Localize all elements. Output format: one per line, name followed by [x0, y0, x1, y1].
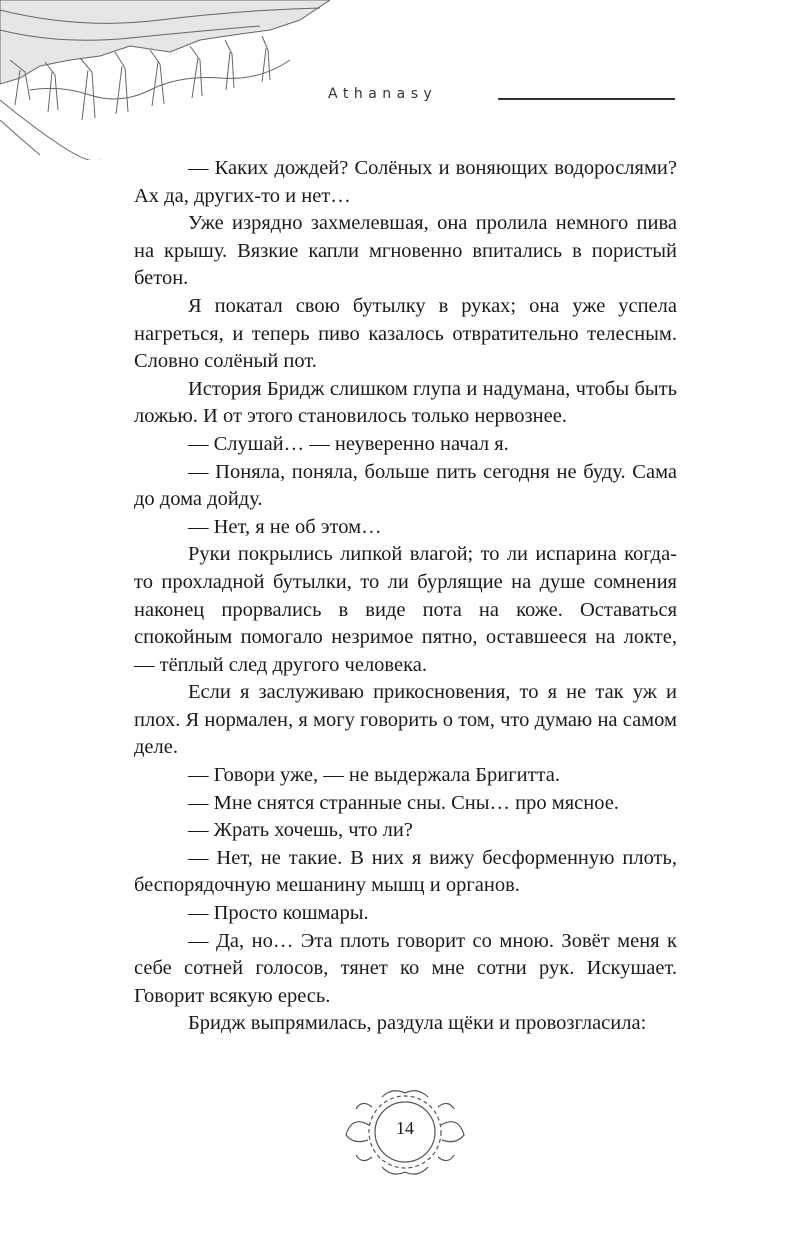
paragraph: — Говори уже, — не выдержала Бригитта. — [188, 764, 560, 787]
paragraph: — Да, но… Эта плоть говорит со мною. Зовёт меня к себе сотней голосов, тянет ко мне сотни рук. Искушает. Говорит всякую ересь. — [134, 929, 677, 1007]
paragraph: Уже изрядно захмелевшая, она пролила немного пива на крышу. Вязкие капли мгновенно впитались в пористый бетон. — [134, 212, 677, 290]
paragraph: — Просто кошмары. — [188, 902, 369, 925]
paragraph: История Бридж слишком глупа и надумана, чтобы быть ложью. И от этого становилось только нервознее. — [134, 377, 677, 428]
corner-illustration — [0, 0, 330, 160]
paragraph: — Нет, не такие. В них я вижу бесформенную плоть, беспорядочную мешанину мышц и органов. — [134, 846, 677, 897]
paragraph: — Каких дождей? Солёных и воняющих водорослями? Ах да, других-то и нет… — [134, 157, 677, 207]
paragraph: Бридж выпрямилась, раздула щёки и провозгласила: — [188, 1012, 647, 1035]
page-number: 14 — [396, 1118, 414, 1138]
paragraph: Руки покрылись липкой влагой; то ли испарина когда-то прохладной бутылки, то ли бурлящие на душе сомнения наконец прорвались в виде пота на коже. Оставаться спокойным помогало незримое пятно, оставшееся на локте, — тёплый след другого человека. — [134, 543, 677, 676]
paragraph: — Поняла, поняла, больше пить сегодня не буду. Сама до дома дойду. — [134, 460, 677, 511]
paragraph: Если я заслуживаю прикосновения, то я не так уж и плох. Я нормален, я могу говорить о том, что думаю на самом деле. — [134, 681, 677, 759]
paragraph: — Нет, я не об этом… — [188, 515, 382, 538]
paragraph: — Жрать хочешь, что ли? — [188, 819, 413, 842]
paragraph: — Слушай… — неуверенно начал я. — [188, 432, 509, 455]
paragraph: Я покатал свою бутылку в руках; она уже успела нагреться, и теперь пиво казалось отвратительно телесным. Словно солёный пот. — [134, 294, 677, 373]
running-header: Athanasy — [328, 86, 438, 102]
body-text — [134, 155, 677, 1038]
header-rule — [498, 98, 675, 100]
paragraph: — Мне снятся странные сны. Сны… про мясное. — [188, 791, 619, 814]
